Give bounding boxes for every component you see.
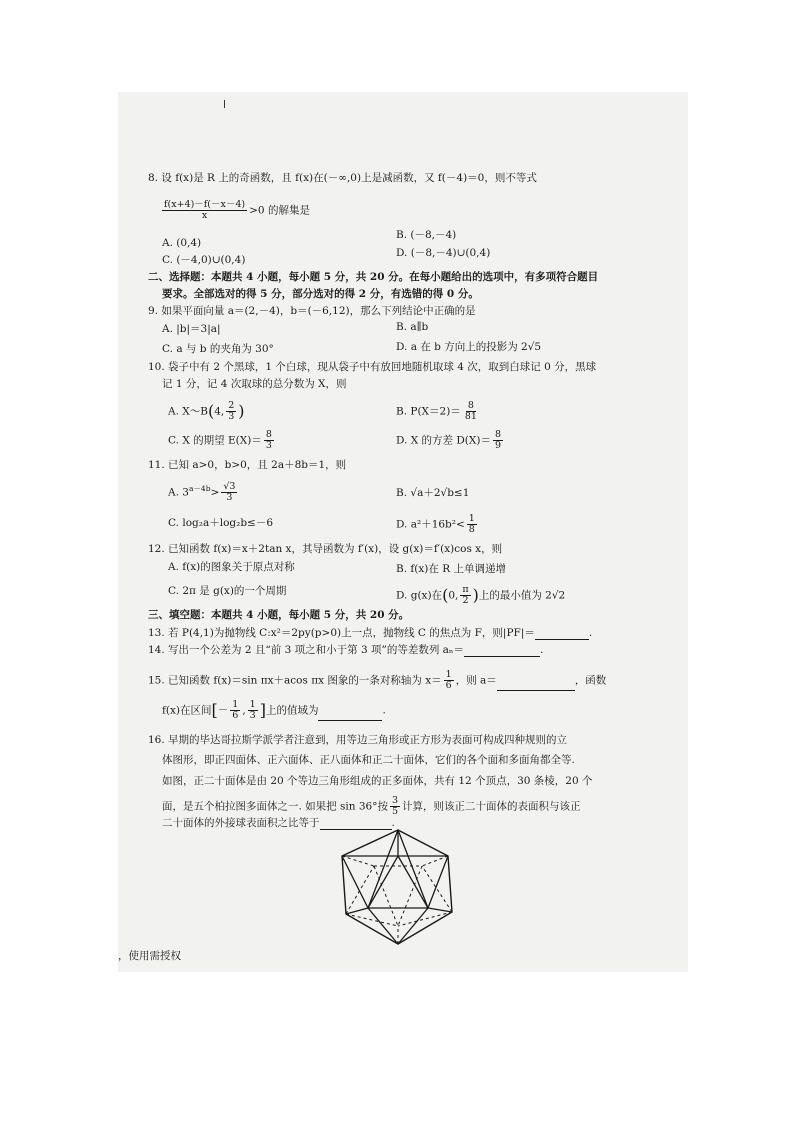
q15-line1-end: ，函数 (574, 674, 607, 687)
q10-a-n: 4, (214, 405, 225, 418)
q10-d-num: 8 (494, 429, 502, 440)
q11-a-den: 3 (226, 492, 233, 503)
q15-i2-num: 1 (249, 699, 256, 710)
q11-option-c: C. log₂a＋log₂b≤－6 (168, 517, 274, 529)
q10-a-num: 2 (228, 400, 235, 411)
q12-option-c: C. 2π 是 g(x)的一个周期 (168, 585, 287, 597)
section2-line2: 要求。全部选对的得 5 分，部分选对的得 2 分，有选错的得 0 分。 (162, 288, 479, 300)
q10-b-den: 81 (464, 411, 477, 422)
q12-option-a: A. f(x)的图象关于原点对称 (168, 561, 295, 573)
q15-line2-pre: f(x)在区间 (162, 704, 212, 717)
q10-line1: 10. 袋子中有 2 个黑球，1 个白球，现从袋子中有放回地随机取球 4 次，取到白球记 0 分，黑球 (148, 361, 597, 373)
q8-option-b: B. (－8,－4) (396, 229, 457, 241)
q11-a-gt: > (210, 486, 220, 499)
icosahedron-figure (334, 826, 462, 948)
q9-option-c: C. a 与 b 的夹角为 30° (162, 343, 274, 355)
q9-option-d: D. a 在 b 方向上的投影为 2√5 (396, 341, 542, 353)
q10-line2: 记 1 分，记 4 次取球的总分数为 X，则 (162, 378, 347, 390)
q11-option-d (396, 514, 479, 535)
q12-stem: 12. 已知函数 f(x)＝x＋2tan x，其导函数为 f′(x)，设 g(x)＝f′(x)cos x，则 (148, 543, 503, 555)
q11-d-num: 1 (468, 513, 475, 524)
q12-option-d: D. g(x)在(0, $\frac{\pi}{2}$ )上的最小值为 2√2 (396, 584, 566, 606)
q15-x-den: 6 (445, 680, 452, 691)
q16-line2: 体图形，即正四面体、正六面体、正八面体和正二十面体，它们的各个面和多面角都全等. (162, 754, 575, 766)
q8-frac-num: f(x+4)－f(－x－4) (164, 199, 246, 210)
q15-i1-num: 1 (232, 699, 239, 710)
q16-line5-text: 二十面体的外接球表面积之比等于 (162, 817, 320, 829)
q15-a-blank[interactable] (497, 679, 575, 691)
q15-x-num: 1 (445, 669, 452, 680)
q12-d-num: π (462, 584, 469, 595)
q10-b-pre: B. P(X＝2)＝ (396, 405, 461, 418)
q16-line4-pre: 面，是五个柏拉图多面体之一. 如果把 sin 36°按 (162, 800, 388, 813)
q10-d-pre: D. X 的方差 D(X)＝ (396, 434, 491, 447)
q14-end: . (539, 644, 544, 656)
q13-answer-blank[interactable] (535, 628, 589, 640)
q12-d-pre: D. g(x)在 (396, 589, 443, 602)
icosahedron-front-edges (342, 830, 452, 944)
q16-line4-post: 计算，则该正二十面体的表面积与该正 (402, 800, 581, 813)
q12-d-post: 上的最小值为 2√2 (478, 589, 566, 602)
q16-line3: 如图，正二十面体是由 20 个等边三角形组成的正多面体，共有 12 个顶点，30 条棱，20 个 (162, 775, 593, 787)
q16-den: 5 (391, 806, 399, 817)
q15-i2-den: 3 (249, 710, 256, 721)
q13-text: 13. 若 P(4,1)为抛物线 C:x²＝2py(p>0)上一点，抛物线 C 的焦点为 F，则|PF|＝ (148, 627, 535, 639)
q9-option-b: B. a∥b (396, 321, 429, 333)
section2-line1: 二、选择题：本题共 4 小题，每小题 5 分，共 20 分。在每小题给出的选项中，有多项符合题目 (148, 271, 599, 283)
q13-end: . (588, 627, 593, 639)
q10-option-d (396, 430, 505, 451)
q14-answer-blank[interactable] (464, 645, 540, 657)
q11-option-b: B. √a＋2√b≤1 (396, 487, 470, 499)
footer-note: ，使用需授权 (118, 950, 181, 962)
q16-num: 3 (391, 795, 399, 806)
q8-option-a: A. (0,4) (162, 237, 202, 249)
q10-c-num: 8 (265, 429, 272, 440)
q14-text: 14. 写出一个公差为 2 且“前 3 项之和小于第 3 项”的等差数列 aₙ＝ (148, 644, 464, 656)
q12-d-den: 2 (462, 595, 469, 606)
q8-stem-tail: >0 的解集是 (249, 204, 310, 217)
q11-d-pre: D. a²＋16b²< (396, 518, 465, 531)
q12-option-b: B. f(x)在 R 上单调递增 (396, 563, 506, 575)
q15-i1-den: 6 (232, 710, 239, 721)
q11-a-pre: A. 3 (168, 486, 189, 499)
q13 (148, 626, 592, 640)
q16-line5-end: . (391, 817, 395, 829)
q16-line4 (162, 796, 581, 817)
q15-line2-post: 上的值域为 (265, 704, 319, 717)
q15-line2: f(x)在区间[－ $\frac{1}{6}$ , $\frac{1}{3}$ ]上的值域为 . (162, 699, 386, 721)
q10-a-den: 3 (228, 411, 235, 422)
q10-c-den: 3 (265, 440, 272, 451)
q8-stem: 8. 设 f(x)是 R 上的奇函数，且 f(x)在(－∞,0)上是减函数，又 f(－4)＝0，则不等式 (148, 172, 537, 184)
q8-inequality (160, 200, 310, 221)
q9-stem: 9. 如果平面向量 a＝(2,－4)，b＝(－6,12)，那么下列结论中正确的是 (148, 305, 476, 317)
icosahedron-hidden-edges (342, 856, 452, 944)
q10-d-den: 9 (494, 440, 502, 451)
q11-a-exp: a－4b (188, 484, 211, 493)
q11-stem: 11. 已知 a>0，b>0，且 2a＋8b＝1，则 (148, 459, 347, 471)
q8-option-c: C. (－4,0)∪(0,4) (162, 254, 246, 266)
q11-option-a (168, 482, 239, 503)
q14 (148, 643, 543, 657)
q11-a-num: √3 (223, 481, 236, 492)
q10-option-c (168, 430, 276, 451)
q10-option-b (396, 401, 481, 422)
q10-option-a: A. X～B(4, $\frac{2}{3}$ ) (168, 400, 245, 422)
q8-option-d: D. (－8,－4)∪(0,4) (396, 247, 491, 259)
q15-range-blank[interactable] (318, 709, 382, 721)
q9-option-a: A. |b|＝3|a| (162, 323, 221, 335)
q10-a-pre: A. X～B (168, 405, 208, 418)
q15-line1-mid: ，则 a＝ (455, 674, 497, 687)
q11-d-den: 8 (468, 524, 475, 535)
q10-c-pre: C. X 的期望 E(X)＝ (168, 434, 262, 447)
section3-title: 三、填空题：本题共 4 小题，每小题 5 分，共 20 分。 (148, 609, 410, 621)
scan-mark (224, 100, 225, 108)
q16-line1: 16. 早期的毕达哥拉斯学派学者注意到，用等边三角形或正方形为表面可构成四种规则的立 (148, 734, 568, 746)
q15-line1-pre: 15. 已知函数 f(x)＝sin πx＋acos πx 图象的一条对称轴为 x＝ (148, 674, 442, 687)
q15-line2-end: . (382, 704, 386, 717)
q15-line1 (148, 670, 606, 691)
q8-frac-den: x (201, 210, 208, 221)
q10-b-num: 8 (467, 400, 474, 411)
q12-d-open: 0, (448, 589, 459, 602)
